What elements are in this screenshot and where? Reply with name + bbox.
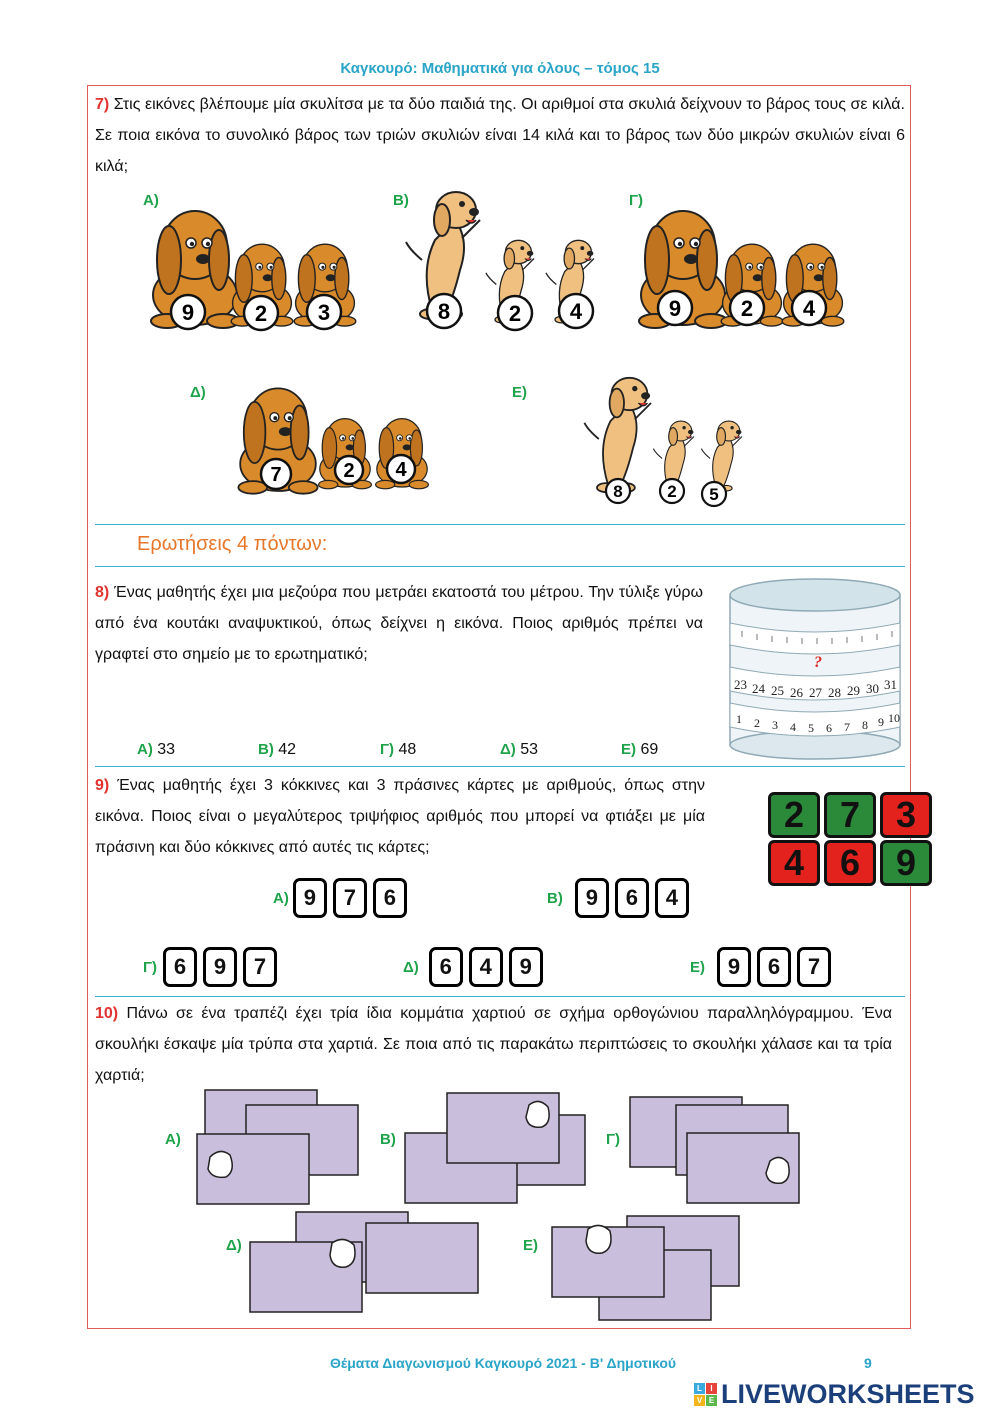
answer-card: 9: [717, 947, 751, 987]
q8-option-e-value: 69: [640, 741, 659, 758]
tape-number: 26: [790, 685, 803, 700]
liveworksheets-logo-icon: L I V E: [694, 1383, 717, 1406]
liveworksheets-name: LIVEWORKSHEETS: [721, 1379, 975, 1409]
divider-q10: [95, 996, 905, 997]
tape-number: 5: [808, 721, 814, 735]
number-card: 3: [880, 792, 932, 838]
tape-number: 31: [884, 677, 897, 692]
q8-option-a-label: Α): [137, 741, 153, 758]
q7-e-weight-pup1: 2: [667, 482, 677, 501]
tape-number: 1: [736, 712, 742, 726]
number-card: 4: [768, 840, 820, 886]
q7-option-b-label[interactable]: Β): [393, 192, 409, 209]
q9-option-b[interactable]: [547, 878, 689, 918]
q7-c-weight-mother: 9: [668, 296, 682, 321]
dogs-illustration: [140, 160, 920, 520]
tape-number: 4: [790, 720, 796, 734]
question-8: [95, 577, 703, 670]
q9-option-c-label: Γ): [143, 958, 158, 976]
tape-number: 7: [844, 720, 850, 734]
q10-option-e-label[interactable]: Ε): [523, 1237, 538, 1254]
question-10: [95, 998, 892, 1091]
q8-option-b[interactable]: [258, 741, 296, 759]
number-card: 7: [824, 792, 876, 838]
q7-option-a-label[interactable]: Α): [143, 192, 159, 209]
q7-c-weight-pup1: 2: [740, 296, 754, 321]
tape-question-mark: ?: [814, 654, 822, 671]
liveworksheets-brand[interactable]: [694, 1379, 975, 1410]
tape-number: 23: [734, 677, 747, 692]
q9-option-d[interactable]: [403, 947, 543, 987]
answer-card: 4: [469, 947, 503, 987]
q7-option-d-label[interactable]: Δ): [190, 384, 206, 401]
q7-e-weight-mother: 8: [613, 482, 623, 501]
section-divider-bottom: [95, 566, 905, 567]
tape-number: 30: [866, 681, 879, 696]
measuring-tape-can-illustration: [722, 575, 908, 765]
q8-option-c[interactable]: [380, 741, 416, 759]
tape-number: 25: [771, 683, 784, 698]
q10-option-c-label[interactable]: Γ): [606, 1131, 621, 1148]
q9-option-e-label: Ε): [690, 958, 705, 976]
answer-card: 7: [797, 947, 831, 987]
question-10-number: 10): [95, 1005, 119, 1022]
q7-e-weight-pup2: 5: [709, 485, 719, 504]
q7-d-weight-pup2: 4: [395, 459, 407, 481]
question-10-text: Πάνω σε ένα τραπέζι έχει τρία ίδια κομμάτια χαρτιού σε σχήμα ορθογώνιου παραλληλόγραμμου. Ένα σκουλήκι έσκαψε μία τρύπα στα χαρτιά. Σε ποια από τις παρακάτω περιπτώσεις το σκουλήκι χάλασε και τα τρία χαρτιά;: [95, 1005, 892, 1084]
q8-option-b-label: Β): [258, 741, 274, 758]
page-number: 9: [864, 1355, 872, 1371]
answer-card: 7: [243, 947, 277, 987]
q8-option-a-value: 33: [157, 741, 176, 758]
q7-a-weight-pup2: 3: [317, 300, 331, 325]
question-8-text: Ένας μαθητής έχει μια μεζούρα που μετράει εκατοστά του μέτρου. Την τύλιξε γύρω από ένα κουτάκι αναψυκτικού, όπως δείχνει η εικόνα. Ποιος αριθμός πρέπει να γραφτεί στο σημείο με το ερωτηματικό;: [95, 584, 704, 663]
q9-option-a-label: Α): [273, 889, 289, 907]
q8-option-e-label: Ε): [621, 741, 636, 758]
answer-card: 7: [333, 878, 367, 918]
answer-card: 4: [655, 878, 689, 918]
question-9-text: Ένας μαθητής έχει 3 κόκκινες και 3 πράσινες κάρτες με αριθμούς, όπως στην εικόνα. Ποιος είναι ο μεγαλύτερος τριψήφιος αριθμός που μπορεί να φτιάξει με μία πράσινη και δύο κόκκινες από αυτές τις κάρτες;: [95, 777, 705, 856]
tape-number: 28: [828, 685, 841, 700]
number-card: 6: [824, 840, 876, 886]
q9-number-cards: [768, 792, 932, 886]
answer-card: 6: [757, 947, 791, 987]
q7-b-weight-mother: 8: [437, 299, 451, 324]
q9-option-b-label: Β): [547, 889, 563, 907]
q9-option-e[interactable]: [690, 947, 831, 987]
q8-option-d-label: Δ): [500, 741, 516, 758]
question-8-number: 8): [95, 584, 110, 601]
q9-option-c[interactable]: [143, 947, 277, 987]
q10-option-d-label[interactable]: Δ): [226, 1237, 242, 1254]
question-9-number: 9): [95, 777, 110, 794]
q9-option-d-label: Δ): [403, 958, 419, 976]
q8-option-a[interactable]: [137, 741, 175, 759]
q7-d-weight-pup1: 2: [343, 460, 355, 482]
answer-card: 6: [615, 878, 649, 918]
q8-option-c-label: Γ): [380, 741, 395, 758]
question-7-text: Στις εικόνες βλέπουμε μία σκυλίτσα με τα δύο παιδιά της. Οι αριθμοί στα σκυλιά δείχνουν το βάρος τους σε κιλά. Σε ποια εικόνα το συνολικό βάρος των τριών σκυλιών είναι 14 κιλά και το βάρος των δύο μικρών σκυλιών είναι 6 κιλά;: [95, 96, 905, 175]
answer-card: 9: [293, 878, 327, 918]
page-header: Καγκουρό: Μαθηματικά για όλους – τόμος 15: [340, 60, 660, 77]
answer-card: 9: [575, 878, 609, 918]
tape-number: 27: [809, 685, 822, 700]
q8-option-d-value: 53: [520, 741, 539, 758]
q8-option-b-value: 42: [278, 741, 297, 758]
q7-option-c-label[interactable]: Γ): [629, 192, 644, 209]
q8-option-e[interactable]: [621, 741, 658, 759]
answer-card: 6: [373, 878, 407, 918]
tape-number: 3: [772, 718, 778, 732]
tape-number: 6: [826, 721, 832, 735]
number-card: 2: [768, 792, 820, 838]
footer-title: Θέματα Διαγωνισμού Καγκουρό 2021 - Β' Δημοτικού: [330, 1355, 677, 1371]
number-card: 9: [880, 840, 932, 886]
divider-q9: [95, 766, 905, 767]
q7-b-weight-pup2: 4: [569, 299, 583, 324]
q10-option-a-label[interactable]: Α): [165, 1131, 181, 1148]
paper-sheets-illustration: [190, 1085, 810, 1325]
q8-option-d[interactable]: [500, 741, 538, 759]
tape-number: 10: [888, 711, 900, 725]
tape-number: 29: [847, 683, 860, 698]
section-divider-top: [95, 524, 905, 525]
section-title: Ερωτήσεις 4 πόντων:: [137, 533, 328, 555]
answer-card: 6: [163, 947, 197, 987]
q7-c-weight-pup2: 4: [802, 296, 816, 321]
q7-b-weight-pup1: 2: [508, 301, 522, 326]
answer-card: 9: [203, 947, 237, 987]
answer-card: 9: [509, 947, 543, 987]
tape-number: 9: [878, 715, 884, 729]
question-7-number: 7): [95, 96, 110, 113]
q7-a-weight-mother: 9: [181, 300, 195, 325]
q7-d-weight-mother: 7: [270, 464, 282, 486]
q9-option-a[interactable]: [273, 878, 407, 918]
tape-number: 2: [754, 716, 760, 730]
q8-option-c-value: 48: [398, 741, 417, 758]
tape-number: 8: [862, 718, 868, 732]
q7-a-weight-pup1: 2: [254, 301, 268, 326]
q7-option-e-label[interactable]: Ε): [512, 384, 527, 401]
question-9: [95, 770, 705, 863]
tape-number: 24: [752, 681, 765, 696]
q10-option-b-label[interactable]: Β): [380, 1131, 396, 1148]
answer-card: 6: [429, 947, 463, 987]
